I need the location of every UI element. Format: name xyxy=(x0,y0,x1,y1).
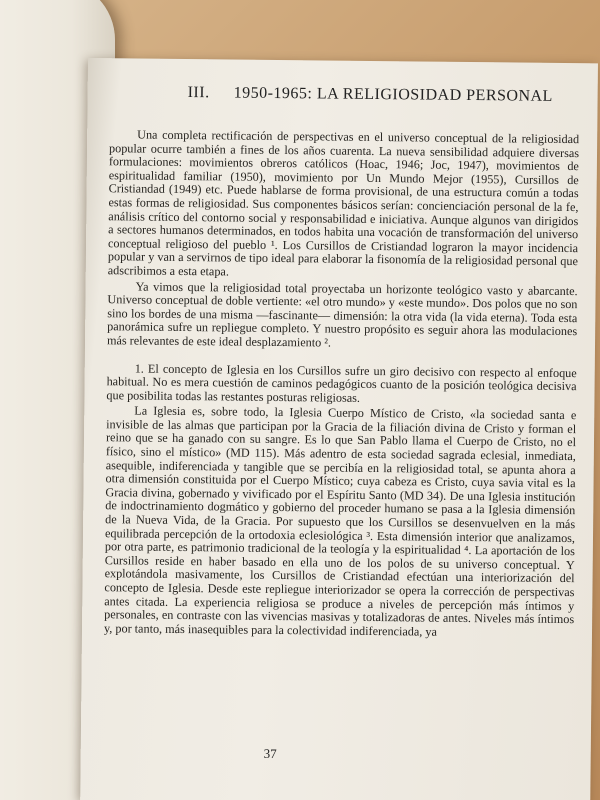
chapter-heading xyxy=(188,84,598,106)
paragraph: 1. El concepto de Iglesia en los Cursillos sufre un giro decisivo con respecto al enfoque habitual. No es mera cuestión de caminos pedagógicos cuanto de la posición teológica decisiva que posibilita todas las restantes posturas religiosas. xyxy=(106,361,577,405)
body-text xyxy=(104,128,579,640)
page-number: 37 xyxy=(263,745,277,762)
paragraph: Una completa rectificación de perspectivas en el universo conceptual de la religiosidad popular ocurre también a fines de los años cuarenta. La nueva sensibilidad adquiere diversas formulaciones: movimientos obreros católicos (Hoac, 1946; Joc, 1947), movimientos de espiritualidad familiar (1950), movimiento por Un Mundo Mejor (1955), Cursillos de Cristiandad (1949) etc. Puede hablarse de forma provisional, de una estructura común a todas estas formas de religiosidad. Sus componentes básicos serían: concienciación personal de la fe, análisis crítico del contorno social y responsabilidad e iniciativa. Aunque algunos van dirigidos a sectores humanos determinados, en todos habita una vocación de transformación del universo conceptual religioso del pueblo ¹. Los Cursillos de Cristiandad lograron la mayor incidencia popular y van a servirnos de tipo ideal para elaborar la fisonomía de la religiosidad personal que adscribimos a esta etapa. xyxy=(107,127,580,279)
book-page xyxy=(80,58,598,800)
chapter-title: 1950-1965: LA RELIGIOSIDAD PERSONAL xyxy=(233,84,553,105)
paragraph: La Iglesia es, sobre todo, la Iglesia Cuerpo Místico de Cristo, «la sociedad santa e invisible de las almas que participan por la Gracia de la filiación divina de Cristo y forman el reino que se ha ganado con su sangre. Es lo que San Pablo llama el Cuerpo de Cristo, no el físico, sino el místico» (MD 115). Más adentro de esta sociedad sagrada eclesial, inmediata, asequible, indiferenciada y tangible que se percibía en la religiosidad total, se apunta ahora a otra dimensión constituida por el Cuerpo Místico; cuya cabeza es Cristo, cuya savia vital es la Gracia divina, gobernado y vivificado por el Espíritu Santo (MD 34). De una Iglesia institución de indoctrinamiento dogmático y gobierno del proceder humano se pasa a la Iglesia dimensión de la Nueva Vida, de la Gracia. Por supuesto que los Cursillos se desenvuelven en la más equilibrada percepción de la ortodoxia eclesiológica ³. Esta dimensión interior que analizamos, por otra parte, es patrimonio tradicional de la teología y la espiritualidad ⁴. La aportación de los Cursillos reside en haber basado en ella uno de los polos de su universo conceptual. Y explotándola masivamente, los Cursillos de Cristiandad efectúan una interiorización del concepto de Iglesia. Desde este repliegue interiorizador se opera la corrección de perspectivas antes citada. La experiencia religiosa se produce a niveles de percepción más íntimos y personales, en contraste con las vivencias masivas y totalizadoras de antes. Niveles más íntimos y, por tanto, más inasequibles para la colectividad indiferenciada, ya xyxy=(103,403,577,639)
paragraph: Ya vimos que la religiosidad total proyectaba un horizonte teológico vasto y abarcante. Universo conceptual de doble vertiente: «el otro mundo» y «este mundo». Dos polos que no son sino los bordes de una misma —fascinante— dimensión: la otra vida (la vida eterna). Toda esta panorámica sufre un repliegue completo. Y nuestro propósito es seguir ahora las modulaciones más relevantes de este ideal desplazamiento ². xyxy=(106,279,578,350)
chapter-number: III. xyxy=(187,84,210,102)
